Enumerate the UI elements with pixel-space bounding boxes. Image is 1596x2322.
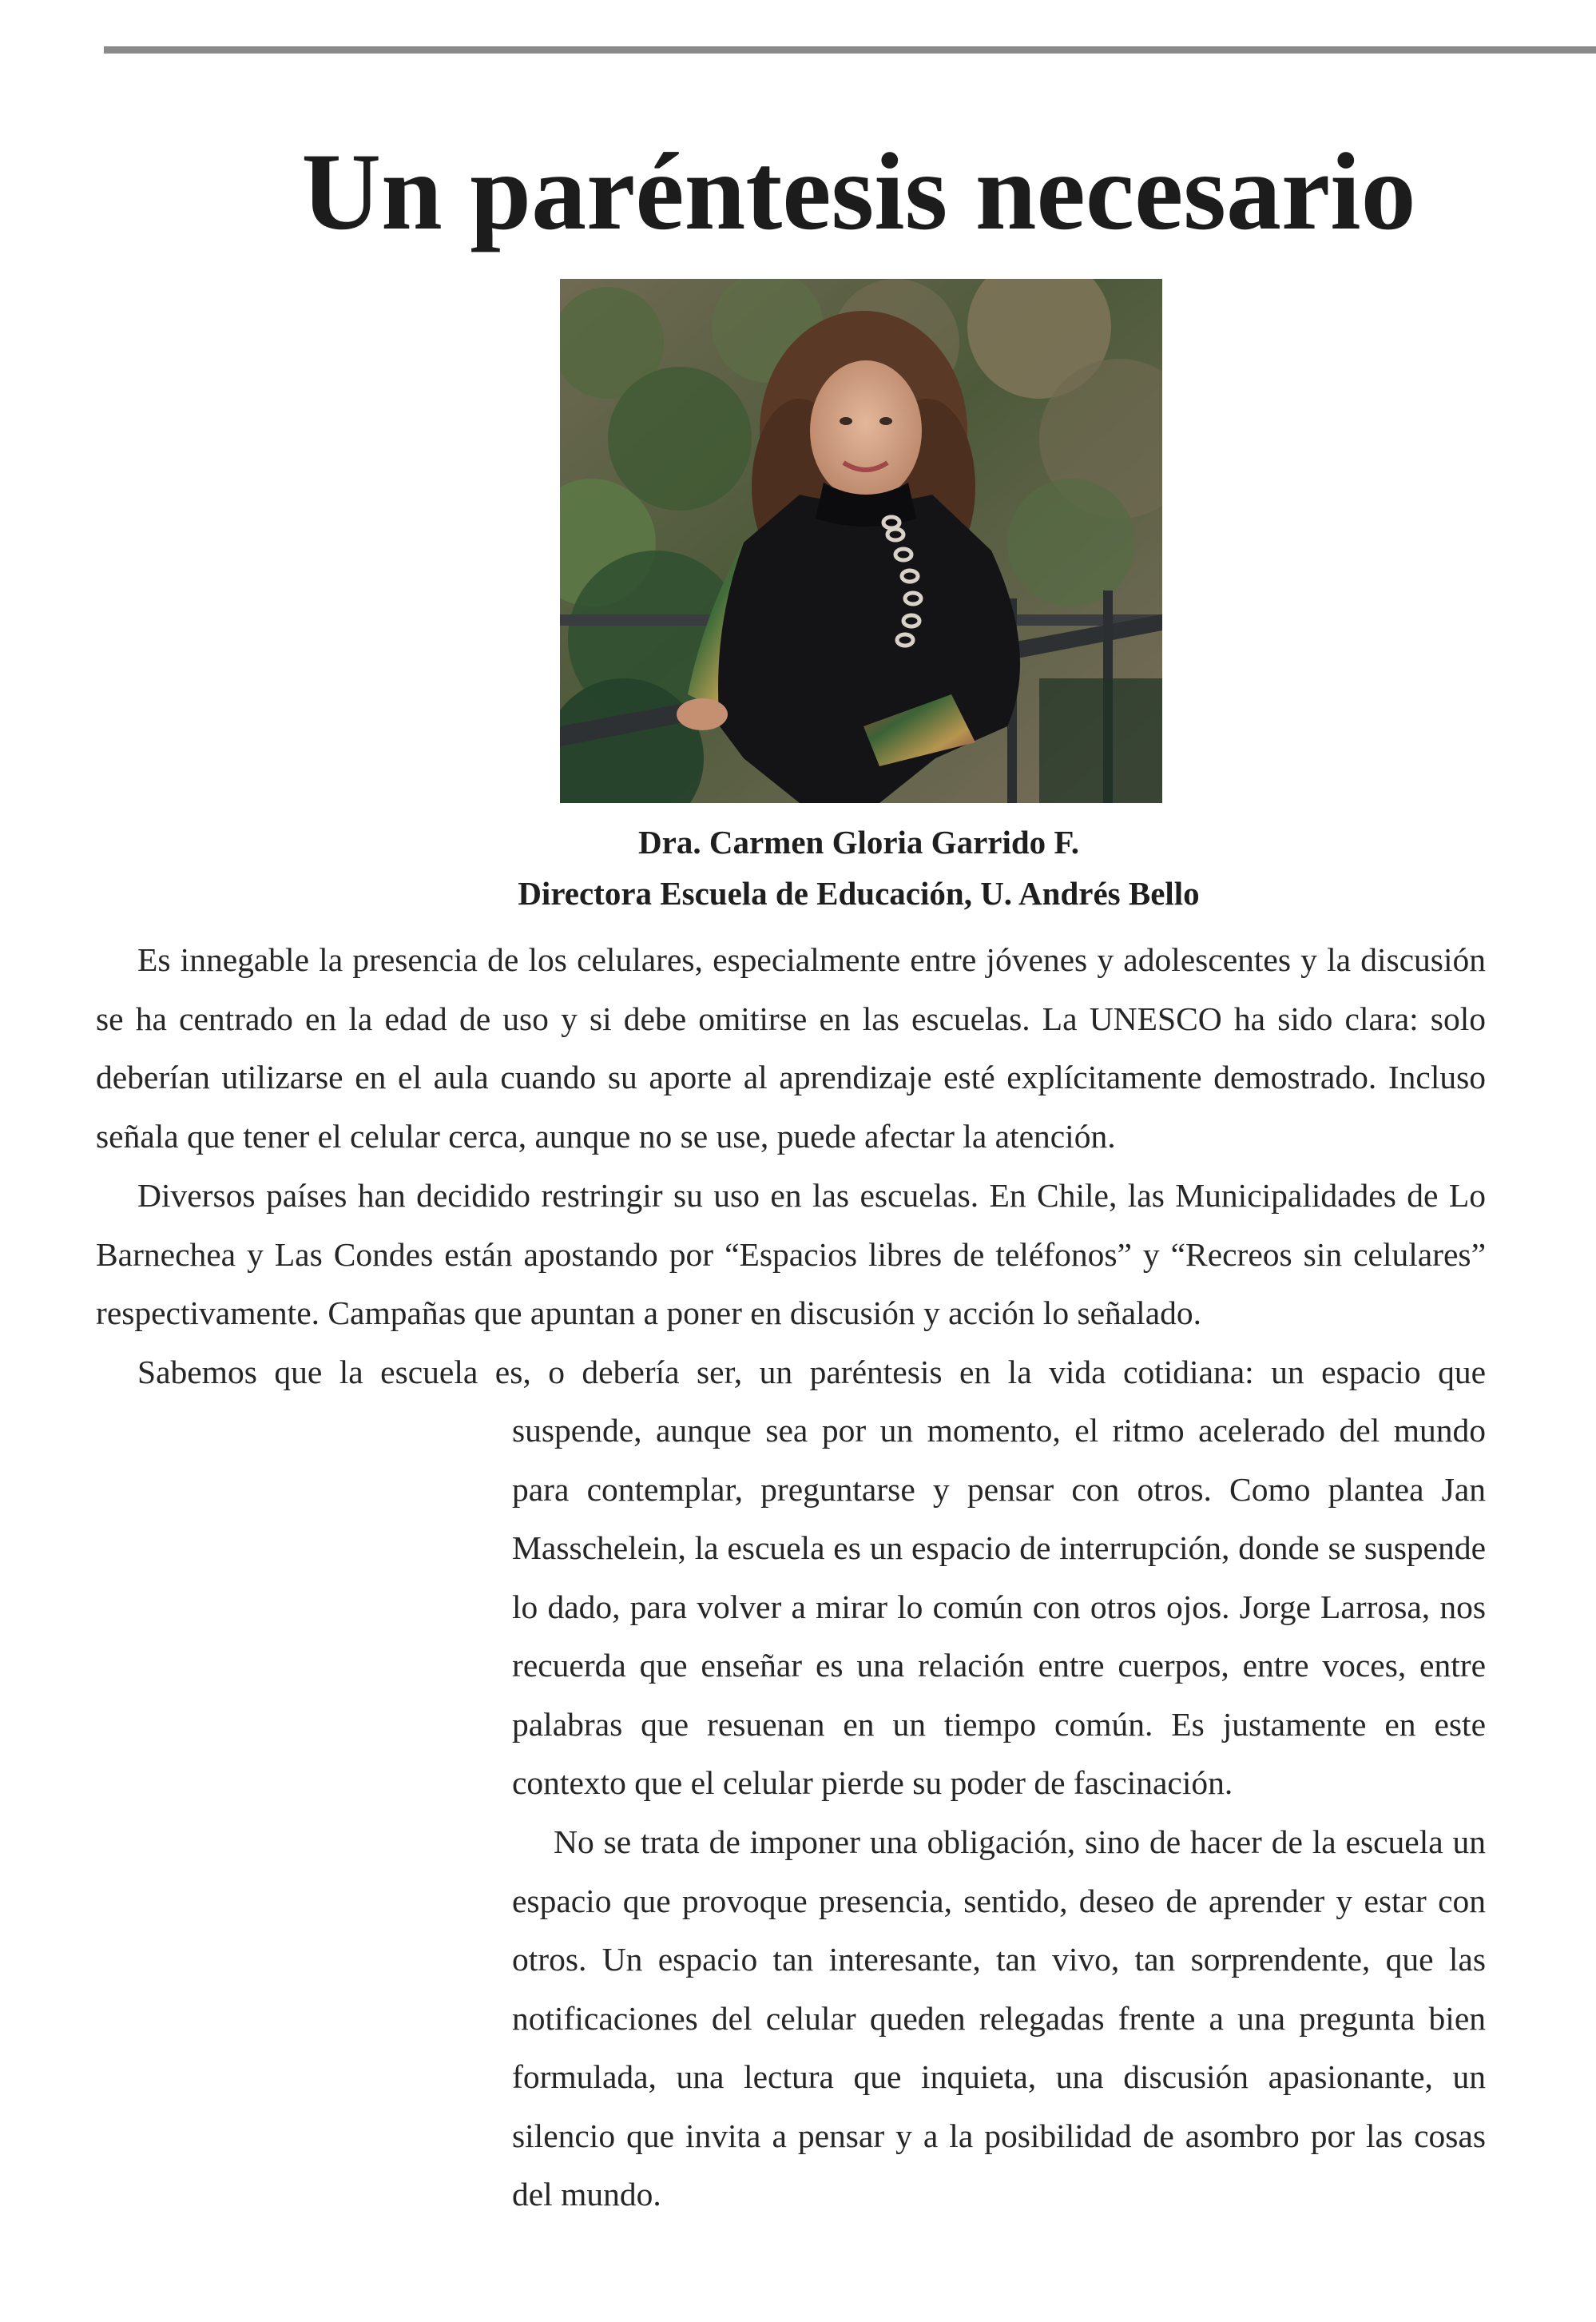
- author-name: Dra. Carmen Gloria Garrido F.: [638, 824, 1079, 861]
- author-role: Directora Escuela de Educación, U. Andrés Bello: [518, 875, 1200, 912]
- top-rule: [104, 46, 1596, 54]
- portrait-photo-icon: [560, 279, 1162, 803]
- article-title: Un paréntesis necesario: [301, 130, 1416, 252]
- paragraph-1: Es innegable la presencia de los celulares, especialmente entre jóvenes y adolescentes y la discusión se ha centrado en la edad de uso y si debe omitirse en las escuelas. La UNESCO ha sido clara: solo deberían utilizarse en el aula cuando su aporte al aprendizaje esté explícitamente demostrado. Incluso señala que tener el celular cerca, aunque no se use, puede afectar la atención.: [96, 941, 1486, 1155]
- paragraph-3-continuation: suspende, aunque sea por un momento, el ritmo acelerado del mundo para contemplar, preguntarse y pensar con otros. Como plantea Jan Masschelein, la escuela es un espacio de interrupción, donde se suspende lo dado, para volver a mirar lo común con otros ojos. Jorge Larrosa, nos recuerda que enseñar es una relación entre cuerpos, entre voces, entre palabras que resuenan en un tiempo común. Es justamente en este contexto que el celular pierde su poder de fascinación.: [512, 1412, 1486, 1801]
- author-photo: [560, 279, 1162, 803]
- paragraph-2: Diversos países han decidido restringir su uso en las escuelas. En Chile, las Municipalidades de Lo Barnechea y Las Condes están apostando por “Espacios libres de teléfonos” y “Recreos sin celulares” respectivamente. Campañas que apuntan a poner en discusión y acción lo señalado.: [96, 1177, 1486, 1331]
- paragraph-3-lead: Sabemos que la escuela es, o debería ser, un paréntesis en la vida cotidiana: un espacio que: [137, 1354, 1486, 1390]
- paragraph-4: No se trata de imponer una obligación, sino de hacer de la escuela un espacio que provoque presencia, sentido, deseo de aprender y estar con otros. Un espacio tan interesante, tan vivo, tan sorprendente, que las notificaciones del celular queden relegadas frente a una pregunta bien formulada, una lectura que inquieta, una discusión apasionante, un silencio que invita a pensar y a la posibilidad de asombro por las cosas del mundo.: [512, 1823, 1486, 2213]
